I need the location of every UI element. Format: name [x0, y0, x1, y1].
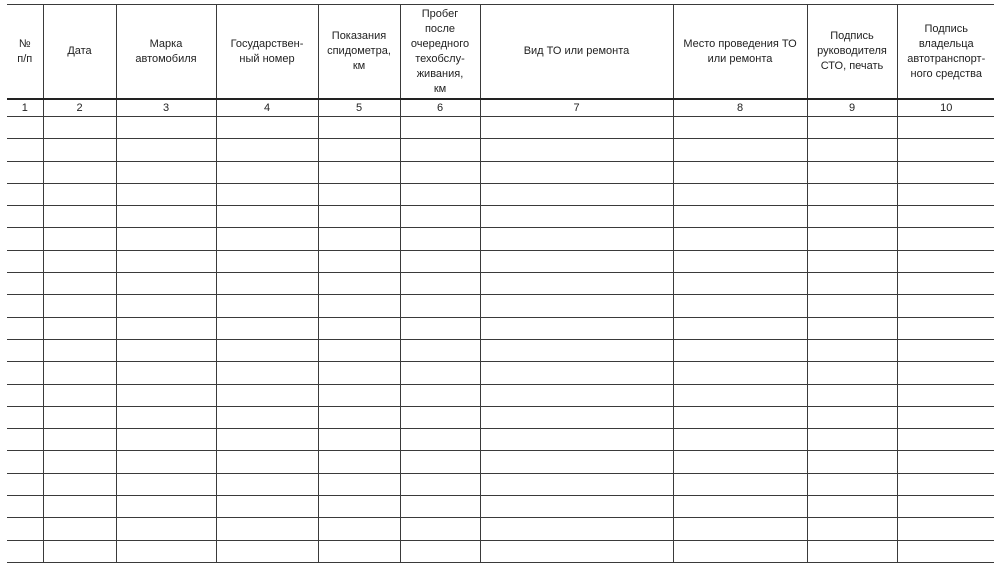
- table-row: [7, 451, 994, 473]
- table-cell: [673, 362, 807, 384]
- table-cell: [673, 228, 807, 250]
- table-cell: [400, 228, 480, 250]
- table-cell: [7, 473, 43, 495]
- header-cell-station-head-signature: Подпись руководителя СТО, печать: [807, 5, 897, 100]
- table-cell: [897, 139, 994, 161]
- table-cell: [216, 117, 318, 139]
- table-cell: [400, 384, 480, 406]
- table-row: [7, 273, 994, 295]
- table-cell: [216, 228, 318, 250]
- table-cell: [216, 406, 318, 428]
- header-cell-service-type: Вид ТО или ремонта: [480, 5, 673, 100]
- table-cell: [480, 429, 673, 451]
- table-cell: [480, 139, 673, 161]
- table-cell: [43, 384, 116, 406]
- table-cell: [807, 295, 897, 317]
- table-cell: [673, 496, 807, 518]
- table-cell: [897, 518, 994, 540]
- table-cell: [400, 451, 480, 473]
- table-cell: [318, 250, 400, 272]
- table-row: [7, 339, 994, 361]
- column-number: 4: [216, 99, 318, 117]
- table-cell: [897, 228, 994, 250]
- table-cell: [318, 206, 400, 228]
- table-cell: [480, 117, 673, 139]
- column-number: 5: [318, 99, 400, 117]
- table-cell: [43, 273, 116, 295]
- table-cell: [318, 384, 400, 406]
- table-cell: [43, 250, 116, 272]
- table-cell: [43, 362, 116, 384]
- table-cell: [807, 339, 897, 361]
- table-cell: [7, 429, 43, 451]
- table-row: [7, 139, 994, 161]
- table-cell: [216, 161, 318, 183]
- table-cell: [7, 518, 43, 540]
- table-cell: [216, 540, 318, 562]
- table-cell: [673, 451, 807, 473]
- column-number: 2: [43, 99, 116, 117]
- table-cell: [480, 206, 673, 228]
- table-cell: [7, 339, 43, 361]
- table-cell: [480, 250, 673, 272]
- table-cell: [480, 406, 673, 428]
- table-row: [7, 406, 994, 428]
- table-cell: [116, 161, 216, 183]
- table-cell: [216, 384, 318, 406]
- table-cell: [807, 496, 897, 518]
- table-cell: [400, 518, 480, 540]
- table-cell: [897, 540, 994, 562]
- table-cell: [216, 451, 318, 473]
- table-cell: [116, 339, 216, 361]
- table-row: [7, 206, 994, 228]
- table-cell: [673, 406, 807, 428]
- table-cell: [400, 496, 480, 518]
- table-cell: [116, 139, 216, 161]
- table-cell: [318, 518, 400, 540]
- table-cell: [116, 496, 216, 518]
- column-number: 10: [897, 99, 994, 117]
- header-row: [7, 5, 994, 100]
- table-cell: [116, 518, 216, 540]
- table-cell: [43, 518, 116, 540]
- table-cell: [116, 295, 216, 317]
- table-cell: [400, 139, 480, 161]
- table-cell: [400, 406, 480, 428]
- table-cell: [216, 473, 318, 495]
- header-cell-row-number: № п/п: [7, 5, 43, 100]
- table-row: [7, 540, 994, 562]
- table-cell: [897, 206, 994, 228]
- table-cell: [216, 139, 318, 161]
- table-cell: [673, 295, 807, 317]
- table-cell: [318, 540, 400, 562]
- header-cell-service-place: Место проведения ТО или ремонта: [673, 5, 807, 100]
- table-cell: [318, 451, 400, 473]
- column-number-row: [7, 99, 994, 117]
- table-cell: [673, 139, 807, 161]
- table-cell: [216, 273, 318, 295]
- table-cell: [43, 429, 116, 451]
- table-cell: [480, 183, 673, 205]
- table-cell: [216, 496, 318, 518]
- table-cell: [480, 518, 673, 540]
- table-cell: [216, 317, 318, 339]
- table-cell: [216, 295, 318, 317]
- table-cell: [7, 183, 43, 205]
- table-cell: [673, 339, 807, 361]
- table-cell: [897, 117, 994, 139]
- table-cell: [116, 273, 216, 295]
- table-cell: [400, 206, 480, 228]
- table-cell: [43, 183, 116, 205]
- table-cell: [7, 317, 43, 339]
- table-cell: [216, 206, 318, 228]
- table-cell: [7, 362, 43, 384]
- table-cell: [7, 206, 43, 228]
- column-number: 9: [807, 99, 897, 117]
- column-number: 7: [480, 99, 673, 117]
- table-cell: [673, 384, 807, 406]
- table-cell: [318, 362, 400, 384]
- table-cell: [807, 228, 897, 250]
- table-cell: [43, 206, 116, 228]
- header-cell-date: Дата: [43, 5, 116, 100]
- table-row: [7, 183, 994, 205]
- table-row: [7, 250, 994, 272]
- table-cell: [43, 339, 116, 361]
- table-cell: [116, 362, 216, 384]
- table-cell: [7, 161, 43, 183]
- table-cell: [43, 117, 116, 139]
- table-cell: [480, 362, 673, 384]
- table-cell: [7, 295, 43, 317]
- table-cell: [116, 228, 216, 250]
- table-cell: [318, 161, 400, 183]
- table-cell: [807, 273, 897, 295]
- header-cell-owner-signature: Подпись владельца автотранспорт- ного средства: [897, 5, 994, 100]
- table-cell: [43, 295, 116, 317]
- column-number: 1: [7, 99, 43, 117]
- table-cell: [897, 250, 994, 272]
- table-cell: [7, 139, 43, 161]
- column-number: 6: [400, 99, 480, 117]
- table-cell: [116, 429, 216, 451]
- table-row: [7, 362, 994, 384]
- table-cell: [7, 540, 43, 562]
- table-cell: [116, 317, 216, 339]
- table-cell: [807, 362, 897, 384]
- table-cell: [480, 317, 673, 339]
- table-row: [7, 384, 994, 406]
- table-cell: [400, 429, 480, 451]
- table-cell: [400, 117, 480, 139]
- table-cell: [43, 496, 116, 518]
- table-cell: [216, 250, 318, 272]
- header-cell-mileage-since-service: Пробег после очередного техобслу- живания, км: [400, 5, 480, 100]
- table-cell: [673, 473, 807, 495]
- table-cell: [807, 183, 897, 205]
- table-cell: [7, 250, 43, 272]
- table-cell: [897, 317, 994, 339]
- table-cell: [807, 540, 897, 562]
- table-cell: [318, 228, 400, 250]
- table-cell: [400, 161, 480, 183]
- table-cell: [116, 406, 216, 428]
- table-cell: [7, 496, 43, 518]
- table-cell: [216, 339, 318, 361]
- table-cell: [480, 161, 673, 183]
- table-cell: [7, 117, 43, 139]
- table-cell: [897, 384, 994, 406]
- table-cell: [807, 429, 897, 451]
- table-cell: [318, 295, 400, 317]
- table-cell: [480, 451, 673, 473]
- table-cell: [318, 317, 400, 339]
- header-cell-odometer: Показания спидометра, км: [318, 5, 400, 100]
- table-cell: [7, 228, 43, 250]
- table-cell: [400, 273, 480, 295]
- table-cell: [480, 273, 673, 295]
- table-cell: [400, 295, 480, 317]
- table-cell: [480, 540, 673, 562]
- log-body: [7, 117, 994, 563]
- table-cell: [43, 161, 116, 183]
- table-row: [7, 473, 994, 495]
- table-cell: [7, 451, 43, 473]
- table-cell: [673, 250, 807, 272]
- table-cell: [400, 339, 480, 361]
- header-cell-plate-number: Государствен- ный номер: [216, 5, 318, 100]
- column-number: 3: [116, 99, 216, 117]
- table-cell: [897, 273, 994, 295]
- table-cell: [318, 473, 400, 495]
- table-cell: [318, 273, 400, 295]
- table-row: [7, 317, 994, 339]
- table-cell: [400, 473, 480, 495]
- table-cell: [480, 496, 673, 518]
- table-cell: [116, 250, 216, 272]
- table-cell: [318, 183, 400, 205]
- table-cell: [116, 451, 216, 473]
- table-cell: [897, 473, 994, 495]
- table-cell: [318, 429, 400, 451]
- table-cell: [897, 362, 994, 384]
- table-cell: [318, 339, 400, 361]
- table-cell: [897, 339, 994, 361]
- table-cell: [673, 206, 807, 228]
- table-cell: [807, 206, 897, 228]
- table-cell: [400, 317, 480, 339]
- table-cell: [807, 384, 897, 406]
- table-row: [7, 228, 994, 250]
- table-cell: [400, 250, 480, 272]
- table-cell: [673, 273, 807, 295]
- table-cell: [673, 518, 807, 540]
- table-cell: [116, 384, 216, 406]
- table-cell: [807, 406, 897, 428]
- header-cell-car-make: Марка автомобиля: [116, 5, 216, 100]
- table-cell: [43, 228, 116, 250]
- table-cell: [43, 139, 116, 161]
- table-row: [7, 295, 994, 317]
- table-row: [7, 161, 994, 183]
- table-cell: [43, 473, 116, 495]
- table-cell: [400, 540, 480, 562]
- table-cell: [897, 496, 994, 518]
- table-row: [7, 429, 994, 451]
- table-cell: [807, 317, 897, 339]
- table-cell: [807, 451, 897, 473]
- table-cell: [318, 117, 400, 139]
- table-cell: [318, 139, 400, 161]
- table-cell: [480, 228, 673, 250]
- table-cell: [673, 161, 807, 183]
- table-cell: [807, 473, 897, 495]
- table-cell: [480, 295, 673, 317]
- table-cell: [216, 362, 318, 384]
- table-cell: [116, 183, 216, 205]
- table-cell: [216, 518, 318, 540]
- table-cell: [897, 451, 994, 473]
- table-cell: [318, 406, 400, 428]
- table-cell: [7, 406, 43, 428]
- table-cell: [480, 473, 673, 495]
- table-cell: [318, 496, 400, 518]
- table-cell: [7, 273, 43, 295]
- table-cell: [7, 384, 43, 406]
- table-cell: [480, 384, 673, 406]
- table-cell: [400, 362, 480, 384]
- table-cell: [807, 139, 897, 161]
- table-cell: [807, 518, 897, 540]
- maintenance-log-table: [7, 4, 994, 563]
- table-row: [7, 518, 994, 540]
- table-cell: [673, 429, 807, 451]
- table-cell: [897, 183, 994, 205]
- table-cell: [216, 183, 318, 205]
- table-cell: [216, 429, 318, 451]
- table-cell: [673, 117, 807, 139]
- table-cell: [43, 317, 116, 339]
- table-cell: [897, 406, 994, 428]
- table-cell: [673, 317, 807, 339]
- table-cell: [400, 183, 480, 205]
- table-cell: [807, 117, 897, 139]
- table-cell: [897, 161, 994, 183]
- table-cell: [897, 295, 994, 317]
- table-cell: [480, 339, 673, 361]
- table-cell: [807, 161, 897, 183]
- table-row: [7, 117, 994, 139]
- table-cell: [116, 117, 216, 139]
- table-cell: [673, 540, 807, 562]
- table-cell: [116, 206, 216, 228]
- table-cell: [43, 406, 116, 428]
- table-cell: [116, 540, 216, 562]
- table-cell: [807, 250, 897, 272]
- table-cell: [116, 473, 216, 495]
- table-cell: [897, 429, 994, 451]
- table-cell: [673, 183, 807, 205]
- column-number: 8: [673, 99, 807, 117]
- table-cell: [43, 540, 116, 562]
- table-row: [7, 496, 994, 518]
- table-cell: [43, 451, 116, 473]
